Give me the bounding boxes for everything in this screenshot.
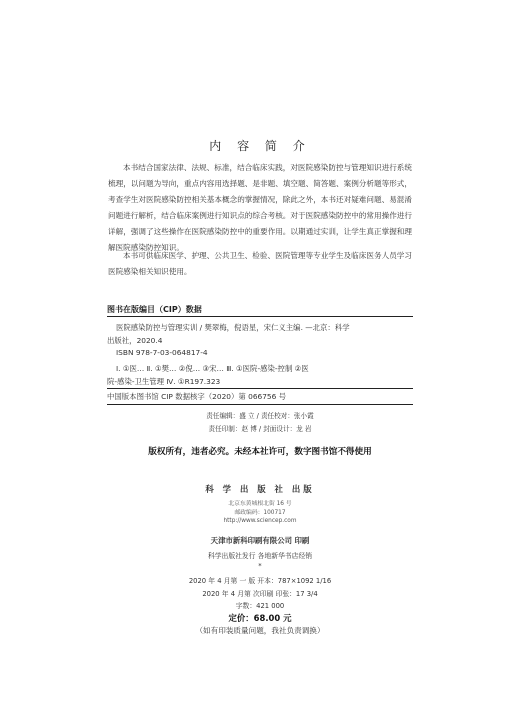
cip-top-rule — [107, 316, 413, 317]
cip-heading: 图书在版编目（CIP）数据 — [107, 305, 202, 314]
summary-title: 内 容 简 介 — [209, 139, 311, 153]
cip-isbn-line: ISBN 978-7-03-064817-4 — [116, 348, 208, 357]
distributor-line: 科学出版社发行 各地新华书店经销 — [207, 552, 313, 560]
editor-credit: 责任编辑：盛 立 / 责任校对：张小霞 — [206, 412, 314, 420]
summary-paragraph-1: 本书结合国家法律、法规、标准，结合临床实践，对医院感染防控与管理知识进行系统梳理，以问题为导向，重点内容用选择题、是非题、填空题、简答题、案例分析题等形式，考查学生对医院感染防控相关基本概念的掌握情况，除此之外，本书还对疑难问题、易混淆问题进行解析，结合临床案例进行知识点的综合考核。对于医院感染防控中的常用操作进行详解，强调了这些操作在医院感染防控中的重要作用。以期通过实训，让学生真正掌握和理解医院感染防控知识。 — [108, 163, 412, 252]
cip-data-number: 中国版本图书馆 CIP 数据核字（2020）第 066756 号 — [107, 392, 287, 401]
production-credit: 责任印制：赵 博 / 封面设计：龙 岩 — [208, 425, 312, 433]
quality-notice: （如有印装质量问题，我社负责调换） — [195, 626, 325, 635]
price-line: 定价：68.00 元 — [228, 613, 292, 623]
publisher-postcode: 邮政编码：100717 — [234, 510, 286, 516]
cip-middle-rule — [107, 388, 413, 389]
word-count-line: 字数：421 000 — [235, 602, 285, 610]
rights-notice: 版权所有，违者必究。未经本社许可，数字图书馆不得使用 — [148, 447, 372, 457]
publisher-name: 科 学 出 版 社 出版 — [205, 484, 315, 494]
publisher-address: 北京东黄城根北街 16 号 — [228, 501, 292, 507]
cip-classification-line: 院-感染-卫生管理 Ⅳ. ①R197.323 — [107, 377, 221, 386]
printing-line: 2020 年 4 月第 次印刷 印张：17 3/4 — [202, 590, 318, 598]
printer-line: 天津市新科印刷有限公司 印刷 — [210, 536, 310, 545]
cip-subject-line: Ⅰ. ①医… Ⅱ. ①樊… ②倪… ③宋… Ⅲ. ①医院-感染-控制 ②医 — [116, 364, 309, 373]
cip-publisher-line: 出版社，2020.4 — [107, 336, 163, 345]
summary-paragraph-2: 本书可供临床医学、护理、公共卫生、检验、医院管理等专业学生及临床医务人员学习医院感染相关知识使用。 — [108, 251, 412, 276]
cip-bottom-rule — [107, 404, 413, 405]
edition-line: 2020 年 4 月第 一 版 开本：787×1092 1/16 — [188, 577, 332, 585]
publisher-website: http://www.sciencep.com — [223, 518, 297, 524]
separator-star: * — [258, 562, 262, 570]
cip-title-line: 医院感染防控与管理实训 / 樊翠梅，倪语星，宋仁义主编. —北京：科学 — [116, 323, 350, 332]
